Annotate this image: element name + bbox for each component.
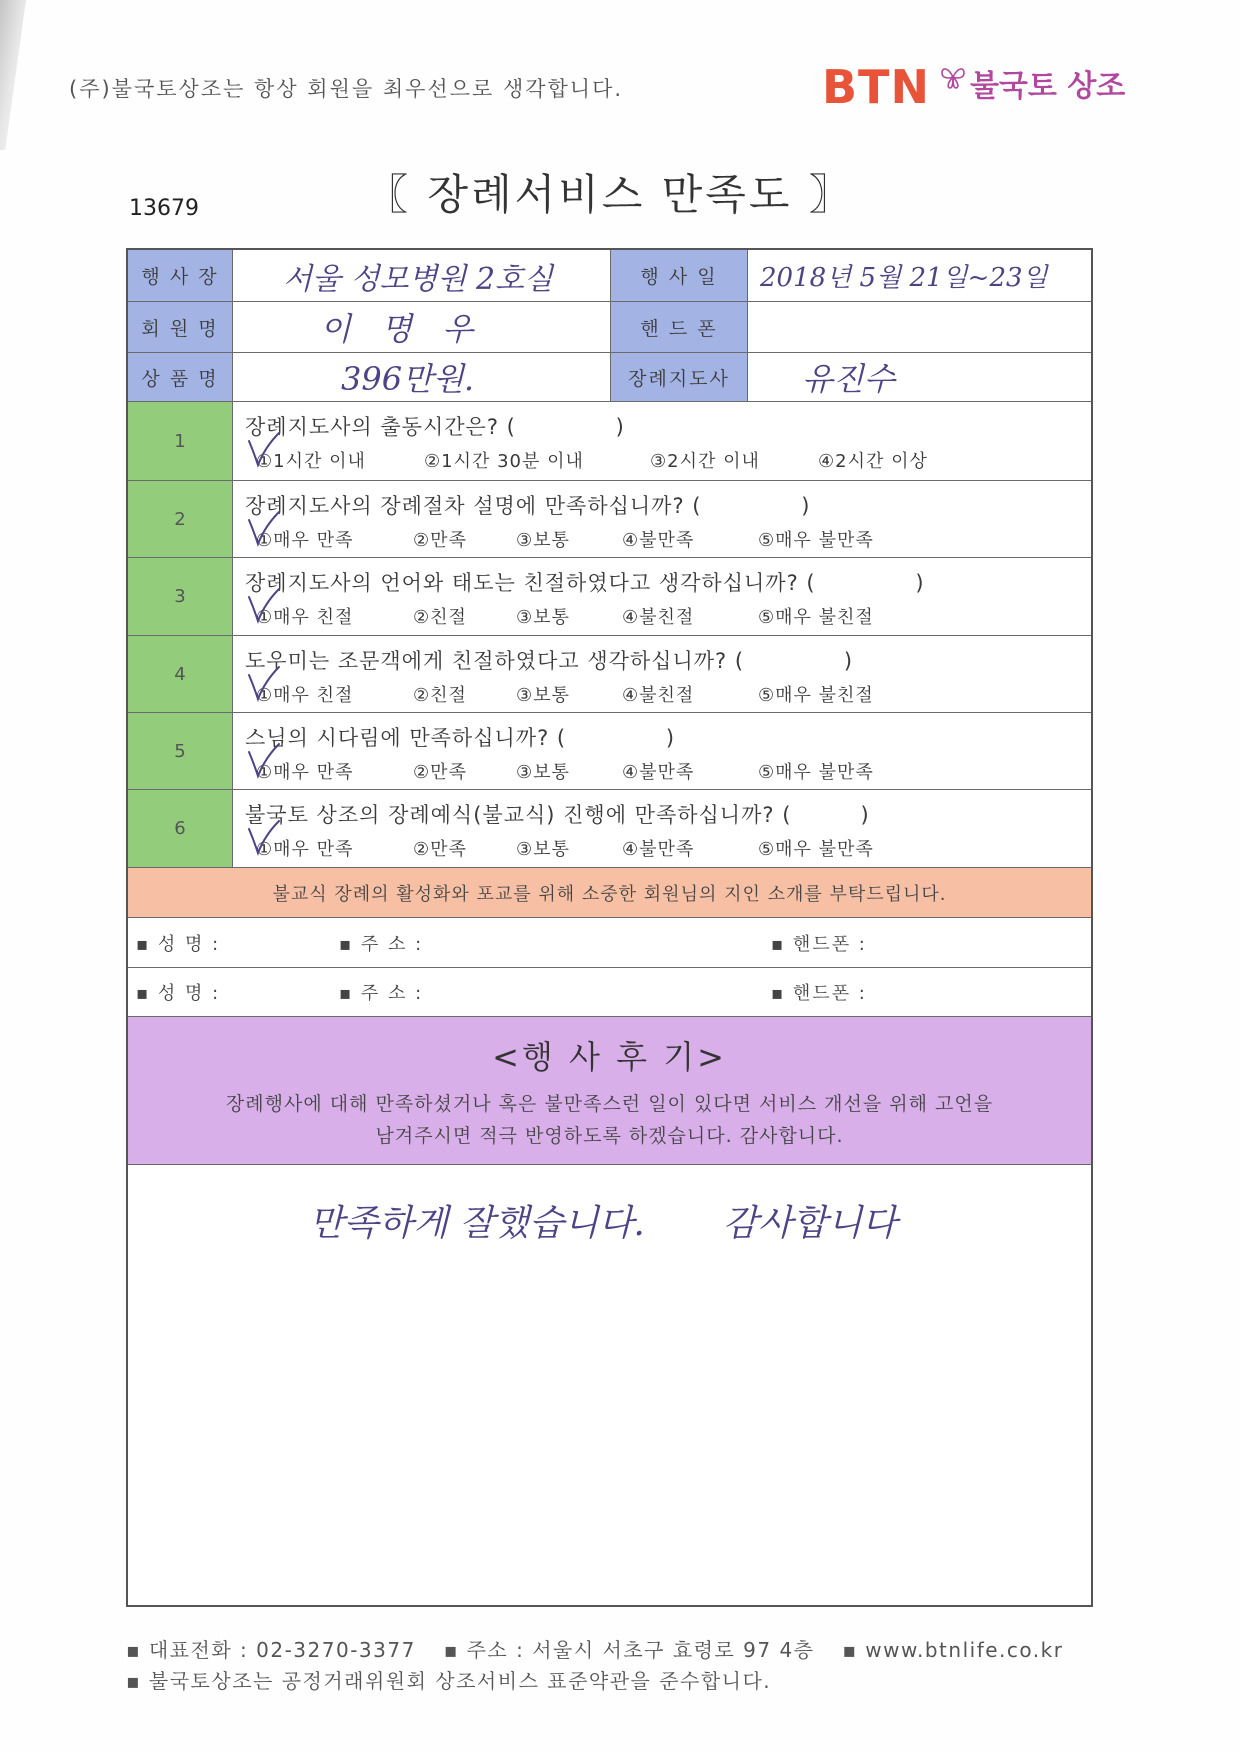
answer-option [413,526,467,552]
answer-option-checked [256,603,353,629]
checkmark-icon [246,587,280,627]
question-number: 1 [128,402,233,480]
answer-option [622,526,694,552]
answer-option-label: ④불만족 [622,839,695,860]
answer-option [413,603,467,629]
review-notes-area [128,1165,1091,1605]
referral-name-label: ▪ 성 명 : [136,983,221,1004]
answer-option-label: ⑤매우 불만족 [758,762,874,783]
scan-edge-shadow [0,0,26,150]
answer-option [622,603,694,629]
answer-option-label: ④불만족 [622,762,695,783]
referral-address-label: ▪ 주 소 : [339,933,424,955]
question-text: 스님의 시다림에 만족하십니까? ( ) [245,726,676,750]
checkmark-icon [246,742,280,782]
referral-banner: 불교식 장례의 활성화와 포교를 위해 소중한 회원님의 지인 소개를 부탁드립니다. [128,868,1091,918]
footer-contact-line [126,1634,1083,1663]
footer-website: ▪ www.btnlife.co.kr [842,1638,1064,1662]
question-body [233,402,1091,480]
answer-options [233,526,1091,552]
answer-option [622,681,694,707]
question-list [128,402,1091,868]
question-text: 장례지도사의 출동시간은? ( ) [245,415,625,439]
answer-option [516,603,570,629]
footer-notice: ▪ 불국토상조는 공정거래위원회 상조서비스 표준약관을 준수합니다. [126,1669,772,1693]
answer-option-checked [256,681,353,707]
info-row-member-phone [128,302,1091,353]
referral-address-label: ▪ 주 소 : [339,983,424,1004]
answer-option-label: ①매우 친절 [256,607,354,628]
answer-option-checked [256,758,353,784]
answer-option-label: ③보통 [516,607,570,628]
company-tagline: (주)불국토상조는 항상 회원을 최우선으로 생각합니다. [69,77,624,101]
answer-option [516,681,570,707]
question-body [233,713,1091,789]
review-title: <행 사 후 기> [492,1038,727,1076]
venue-label: 행 사 장 [128,250,233,301]
answer-option [758,526,874,552]
question-row [128,713,1091,790]
answer-option-label: ②친절 [413,607,467,628]
referral-row [128,918,1091,968]
info-row-venue-date [128,250,1091,302]
question-body [233,558,1091,635]
answer-option [758,603,874,629]
question-text: 불국토 상조의 장례예식(불교식) 진행에 만족하십니까? ( ) [245,803,870,827]
answer-options [233,758,1091,784]
question-number: 5 [128,713,233,789]
answer-option [413,835,467,861]
answer-option-label: ②만족 [413,839,467,860]
answer-option-label: ③보통 [516,685,570,706]
question-body [233,481,1091,557]
document-number: 13679 [129,196,199,221]
question-number: 3 [128,558,233,635]
answer-option-label: ④2시간 이상 [818,451,928,472]
question-number: 6 [128,790,233,867]
answer-option [650,447,760,473]
checkmark-icon [246,819,280,859]
answer-option-label: ③보통 [516,762,570,783]
director-value: 유진수 [802,360,895,398]
question-row [128,402,1091,481]
phone-label: 핸 드 폰 [611,302,748,352]
date-label: 행 사 일 [611,250,748,301]
question-text: 장례지도사의 언어와 태도는 친절하였다고 생각하십니까? ( ) [245,571,925,595]
answer-option [516,526,570,552]
question-row [128,790,1091,868]
answer-option [516,835,570,861]
answer-option [622,835,694,861]
review-instruction: 장례행사에 대해 만족하셨거나 혹은 불만족스런 일이 있다면 서비스 개선을 위해 고언을 [225,1093,994,1115]
answer-option-label: ①매우 만족 [256,762,354,783]
answer-option-checked [256,526,353,552]
answer-option [516,758,570,784]
review-header [128,1017,1091,1165]
answer-option-label: ⑤매우 불만족 [758,530,874,551]
answer-option-checked [256,447,366,473]
product-label: 상 품 명 [128,353,233,401]
answer-option-label: ⑤매우 불만족 [758,839,874,860]
review-instruction: 남겨주시면 적극 반영하도록 하겠습니다. 감사합니다. [375,1125,844,1147]
answer-option-label: ②만족 [413,530,467,551]
answer-option-label: ⑤매우 불친절 [758,607,874,628]
member-label: 회 원 명 [128,302,233,352]
answer-options [233,603,1091,629]
answer-option [758,681,874,707]
answer-option-label: ⑤매우 불친절 [758,685,874,706]
answer-option-label: ②만족 [413,762,467,783]
logo-mark: BTN [822,60,930,114]
survey-form [126,248,1093,1607]
answer-options [233,681,1091,707]
referral-row [128,968,1091,1017]
checkmark-icon [246,431,280,471]
lotus-icon [938,61,968,91]
referral-name-label: ▪ 성 명 : [136,933,221,955]
answer-option-label: ③보통 [516,530,570,551]
question-number: 2 [128,481,233,557]
question-number: 4 [128,636,233,712]
handwritten-review: 감사합니다 [723,1203,897,1244]
page-title: 〖 장례서비스 만족도 〗 [366,170,854,219]
question-body [233,636,1091,712]
handwritten-review: 만족하게 잘했습니다. [309,1203,645,1244]
date-value: 2018년 5월 21일~23일 [760,263,1048,293]
question-row [128,558,1091,636]
answer-option-label: ①매우 만족 [256,839,354,860]
answer-options [233,835,1091,861]
answer-option-label: ④불친절 [622,685,695,706]
question-text: 도우미는 조문객에게 친절하였다고 생각하십니까? ( ) [245,649,854,673]
answer-options [233,447,1091,473]
answer-option-label: ②1시간 30분 이내 [424,451,584,472]
checkmark-icon [246,665,280,705]
answer-option-label: ④불만족 [622,530,695,551]
checkmark-icon [246,510,280,550]
member-value: 이 명 우 [233,302,611,352]
answer-option [758,758,874,784]
logo-name: 불국토 상조 [969,69,1126,104]
info-row-product-director [128,353,1091,402]
question-row [128,636,1091,713]
referral-phone-label: ▪ 핸드폰 : [771,933,867,955]
answer-option-label: ②친절 [413,685,467,706]
answer-option-label: ①1시간 이내 [256,451,366,472]
answer-option-label: ④불친절 [622,607,695,628]
answer-option [622,758,694,784]
company-logo [822,62,1125,112]
phone-value [748,302,1091,352]
question-body [233,790,1091,867]
answer-option [424,447,584,473]
answer-option-checked [256,835,353,861]
answer-option-label: ①매우 만족 [256,530,354,551]
answer-option-label: ③보통 [516,839,570,860]
answer-option [758,835,874,861]
answer-option [413,758,467,784]
referral-phone-label: ▪ 핸드폰 : [771,983,867,1004]
answer-option [818,447,928,473]
product-value: 396만원. [233,353,611,401]
footer-address: ▪ 주소 : 서울시 서초구 효령로 97 4층 [443,1638,815,1662]
footer-phone: ▪ 대표전화 : 02-3270-3377 [126,1638,416,1662]
answer-option [413,681,467,707]
director-label: 장례지도사 [611,353,748,401]
question-text: 장례지도사의 장례절차 설명에 만족하십니까? ( ) [245,494,811,518]
question-row [128,481,1091,558]
answer-option-label: ③2시간 이내 [650,451,760,472]
answer-option-label: ①매우 친절 [256,685,354,706]
venue-value: 서울 성모병원 2호실 [233,250,611,301]
